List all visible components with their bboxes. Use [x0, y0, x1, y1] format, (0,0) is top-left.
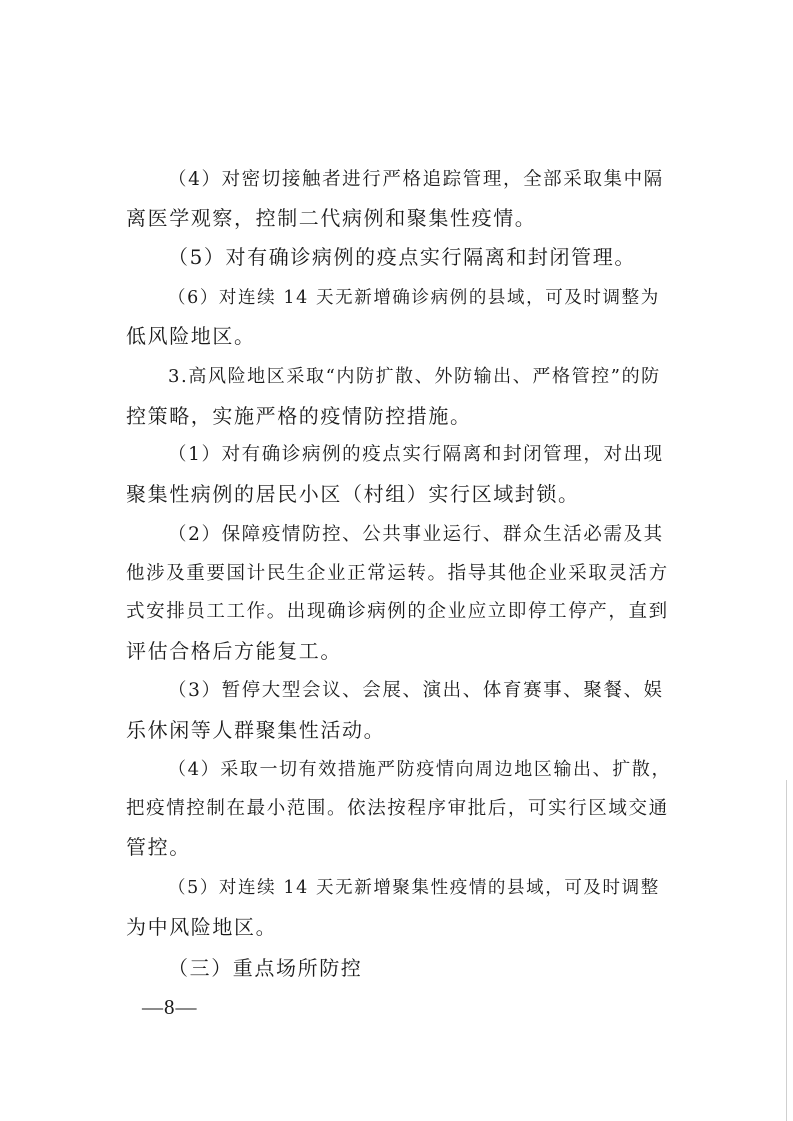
paragraph-line: 为中风险地区。: [126, 915, 278, 939]
paragraph-line: （2）保障疫情防控、公共事业运行、群众生活必需及其: [168, 524, 664, 545]
paragraph-line: 离医学观察，控制二代病例和聚集性疫情。: [126, 206, 537, 230]
paragraph-line: 管控。: [126, 835, 191, 859]
paragraph-line: （4）采取一切有效措施严防疫情向周边地区输出、扩散，: [168, 759, 672, 780]
page-number: —8—: [142, 995, 198, 1019]
paragraph-line: 控策略，实施严格的疫情防控措施。: [126, 404, 472, 428]
paragraph-line: （4）对密切接触者进行严格追踪管理，全部采取集中隔: [168, 169, 664, 190]
paragraph-line: 聚集性病例的居民小区（村组）实行区域封锁。: [126, 482, 580, 506]
paragraph-line: 他涉及重要国计民生企业正常运转。指导其他企业采取灵活方: [126, 563, 669, 584]
section-heading: （三）重点场所防控: [168, 956, 363, 980]
paragraph-line: 把疫情控制在最小范围。依法按程序审批后，可实行区域交通: [126, 798, 669, 819]
scan-edge-line: [786, 780, 787, 1121]
paragraph-line: 式安排员工工作。出现确诊病例的企业应立即停工停产，直到: [126, 601, 669, 622]
paragraph-line: （6）对连续 14 天无新增确诊病例的县域，可及时调整为: [168, 288, 660, 308]
paragraph-line: （3）暂停大型会议、会展、演出、体育赛事、聚餐、娱: [168, 680, 664, 701]
paragraph-line: （5）对连续 14 天无新增聚集性疫情的县域，可及时调整: [168, 878, 660, 898]
paragraph-line: 评估合格后方能复工。: [126, 639, 342, 663]
paragraph-line: 乐休闲等人群聚集性活动。: [126, 718, 386, 742]
paragraph-line: （1）对有确诊病例的疫点实行隔离和封闭管理，对出现: [168, 444, 664, 465]
paragraph-line: 3.高风险地区采取“内防扩散、外防输出、严格管控”的防: [168, 366, 661, 387]
paragraph-line: （5）对有确诊病例的疫点实行隔离和封闭管理。: [168, 245, 636, 269]
paragraph-line: 低风险地区。: [126, 324, 256, 348]
